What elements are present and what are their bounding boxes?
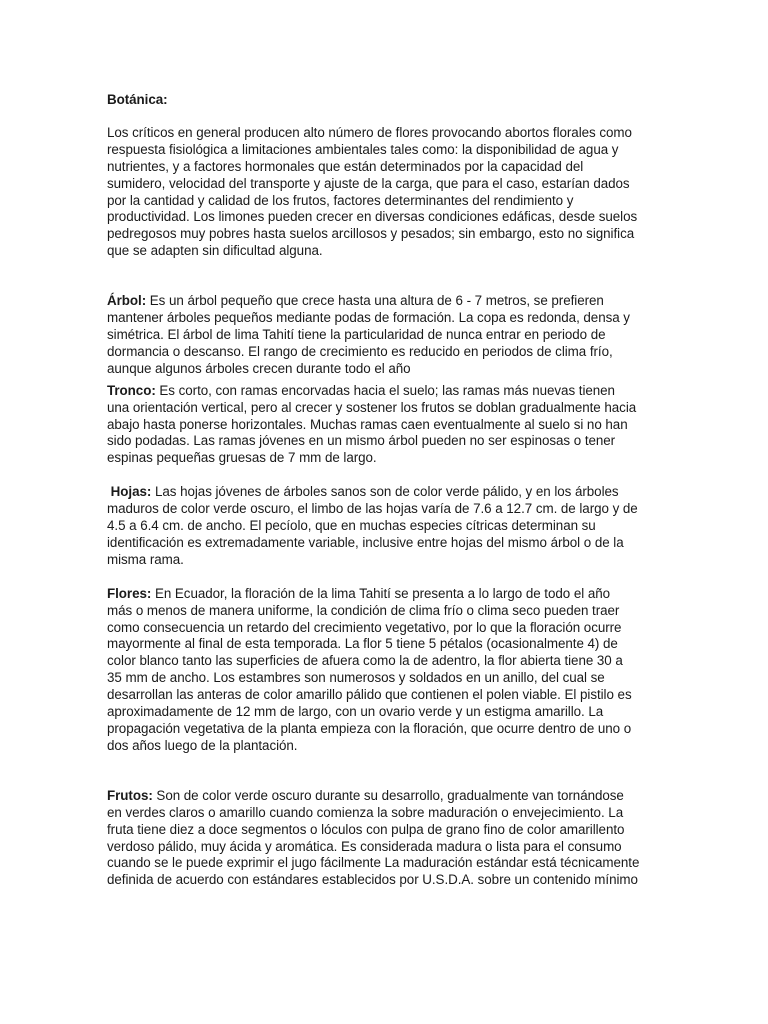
flores-first-line: En Ecuador, la floración de la lima Tahití se presenta a lo largo de todo el año bbox=[151, 585, 611, 601]
document-body bbox=[107, 92, 663, 889]
hojas-first-line: Las hojas jóvenes de árboles sanos son de color verde pálido, y en los árboles bbox=[151, 484, 619, 500]
arbol-label: Árbol: bbox=[107, 293, 147, 309]
flores-paragraph bbox=[107, 586, 663, 755]
frutos-line: fruta tiene diez a doce segmentos o lóculos con pulpa de grano fino de color amarillento bbox=[107, 821, 625, 837]
tronco-paragraph bbox=[107, 383, 663, 468]
tronco-label: Tronco: bbox=[107, 382, 156, 398]
flores-line: desarrollan las anteras de color amarillo pálido que contienen el polen viable. El pistilo es bbox=[107, 687, 632, 703]
hojas-label: Hojas: bbox=[107, 484, 152, 500]
tronco-line: espinas pequeñas gruesas de 7 mm de largo. bbox=[107, 450, 377, 466]
intro-line: pedregosos muy pobres hasta suelos arcillosos y pesados; sin embargo, esto no significa bbox=[107, 226, 635, 242]
frutos-line: verdoso pálido, muy ácida y aromática. Es considerada madura o lista para el consumo bbox=[107, 838, 622, 854]
hojas-paragraph bbox=[107, 484, 663, 569]
section-heading-botanica: Botánica: bbox=[107, 92, 168, 107]
frutos-line: definida de acuerdo con estándares establecidos por U.S.D.A. sobre un contenido mínimo bbox=[107, 872, 638, 888]
flores-line: más o menos de manera uniforme, la condición de clima frío o clima seco pueden traer bbox=[107, 602, 620, 618]
intro-line: Los críticos en general producen alto número de flores provocando abortos florales como bbox=[107, 124, 632, 140]
intro-line: nutrientes, y a factores hormonales que están determinados por la capacidad del bbox=[107, 158, 584, 174]
arbol-line: mantener árboles pequeños mediante podas de formación. La copa es redonda, densa y bbox=[107, 310, 630, 326]
flores-line: como consecuencia un retardo del crecimiento vegetativo, por lo que la floración ocurre bbox=[107, 619, 622, 635]
flores-label: Flores: bbox=[107, 585, 152, 601]
frutos-line: en verdes claros o amarillo cuando comienza la sobre maduración o envejecimiento. La bbox=[107, 804, 624, 820]
tronco-first-line: Es corto, con ramas encorvadas hacia el suelo; las ramas más nuevas tienen bbox=[155, 382, 615, 398]
intro-paragraph bbox=[107, 125, 663, 260]
hojas-line: identificación es extremadamente variable, inclusive entre hojas del mismo árbol o de la bbox=[107, 534, 624, 550]
arbol-paragraph bbox=[107, 293, 663, 378]
arbol-line: simétrica. El árbol de lima Tahití tiene la particularidad de nunca entrar en periodo de bbox=[107, 326, 606, 342]
tronco-line: una orientación vertical, pero al crecer y sostener los frutos se doblan gradualmente hacia bbox=[107, 399, 637, 415]
intro-line: que se adapten sin dificultad alguna. bbox=[107, 243, 323, 259]
intro-line: productividad. Los limones pueden crecer en diversas condiciones edáficas, desde suelos bbox=[107, 209, 638, 225]
frutos-paragraph bbox=[107, 788, 663, 889]
flores-line: aproximadamente de 12 mm de largo, con un ovario verde y un estigma amarillo. La bbox=[107, 704, 604, 720]
flores-line: propagación vegetativa de la planta empieza con la floración, que ocurre dentro de uno o bbox=[107, 721, 632, 736]
arbol-first-line: Es un árbol pequeño que crece hasta una altura de 6 - 7 metros, se prefieren bbox=[146, 293, 604, 309]
hojas-line: misma rama. bbox=[107, 551, 184, 567]
intro-line: por la cantidad y calidad de los frutos, factores determinantes del rendimiento y bbox=[107, 192, 574, 208]
flores-line: color blanco tanto las superficies de afuera como la de adentro, la flor abierta tiene 30 a bbox=[107, 653, 623, 669]
hojas-line: maduros de color verde oscuro, el limbo de las hojas varía de 7.6 a 12.7 cm. de largo y de bbox=[107, 501, 638, 517]
intro-line: respuesta fisiológica a limitaciones ambientales tales como: la disponibilidad de agua y bbox=[107, 141, 619, 157]
frutos-line: cuando se le puede exprimir el jugo fácilmente La maduración estándar está técnicamente bbox=[107, 855, 640, 871]
hojas-line: 4.5 a 6.4 cm. de ancho. El pecíolo, que en muchas especies cítricas determinan su bbox=[107, 518, 596, 534]
flores-line: mayormente al final de esta temporada. La flor 5 tiene 5 pétalos (ocasionalmente 4) de bbox=[107, 636, 618, 652]
frutos-label: Frutos: bbox=[107, 787, 153, 803]
arbol-line: dormancia o descanso. El rango de crecimiento es reducido en periodos de clima frío, bbox=[107, 343, 613, 359]
arbol-line: aunque algunos árboles crecen durante todo el año bbox=[107, 360, 411, 376]
frutos-first-line: Son de color verde oscuro durante su desarrollo, gradualmente van tornándose bbox=[152, 787, 624, 803]
intro-line: sumidero, velocidad del transporte y ajuste de la carga, que para el caso, estarían dados bbox=[107, 175, 630, 191]
tronco-line: sido podadas. Las ramas jóvenes en un mismo árbol pueden no ser espinosas o tener bbox=[107, 433, 616, 449]
tronco-line: abajo hasta ponerse horizontales. Muchas ramas caen eventualmente al suelo si no han bbox=[107, 416, 628, 432]
flores-line: dos años luego de la plantación. bbox=[107, 737, 298, 753]
flores-line: 35 mm de ancho. Los estambres son numerosos y soldados en un anillo, del cual se bbox=[107, 670, 605, 686]
